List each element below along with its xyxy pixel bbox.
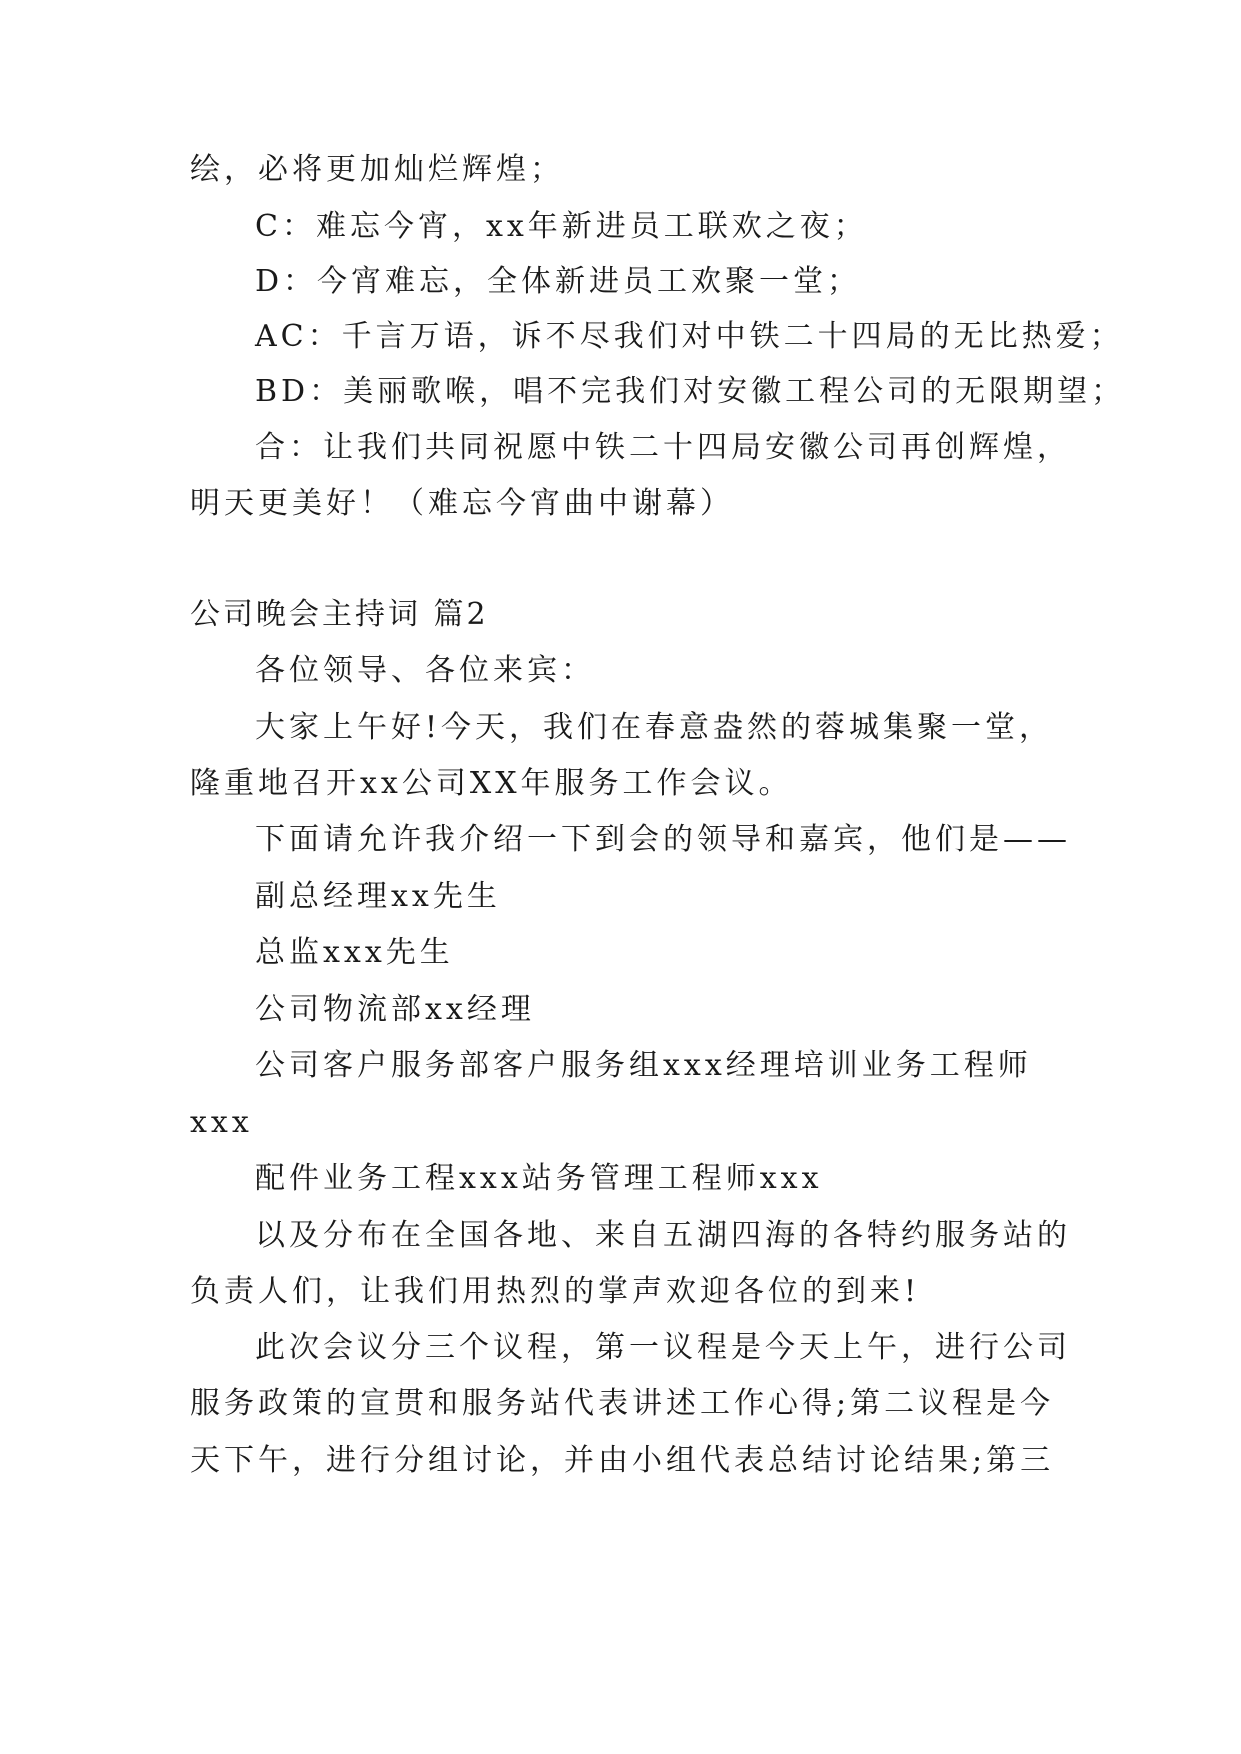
- text-line: 隆重地召开xx公司XX年服务工作会议。: [190, 766, 793, 801]
- text-line: 服务政策的宣贯和服务站代表讲述工作心得;第二议程是今: [190, 1386, 1055, 1421]
- text-line: 合：让我们共同祝愿中铁二十四局安徽公司再创辉煌，: [255, 430, 1071, 465]
- section-heading: 公司晚会主持词 篇2: [190, 597, 489, 632]
- text-line: 以及分布在全国各地、来自五湖四海的各特约服务站的: [255, 1218, 1071, 1253]
- text-line: xxx: [190, 1105, 253, 1140]
- text-line: 副总经理xx先生: [255, 879, 501, 914]
- text-line: 下面请允许我介绍一下到会的领导和嘉宾，他们是——: [255, 822, 1071, 857]
- text-line: 总监xxx先生: [255, 935, 454, 970]
- text-line: 负责人们，让我们用热烈的掌声欢迎各位的到来!: [190, 1274, 921, 1309]
- text-line: 公司物流部xx经理: [255, 992, 535, 1027]
- text-line: BD：美丽歌喉，唱不完我们对安徽工程公司的无限期望；: [255, 374, 1126, 409]
- text-line: 各位领导、各位来宾：: [255, 653, 595, 688]
- text-line: C：难忘今宵，xx年新进员工联欢之夜；: [255, 209, 868, 244]
- text-line: D：今宵难忘，全体新进员工欢聚一堂；: [255, 264, 862, 299]
- text-line: 配件业务工程xxx站务管理工程师xxx: [255, 1161, 823, 1196]
- text-line: 大家上午好!今天，我们在春意盎然的蓉城集聚一堂，: [255, 710, 1054, 745]
- text-line: 绘，必将更加灿烂辉煌；: [190, 152, 564, 187]
- text-line: AC：千言万语，诉不尽我们对中铁二十四局的无比热爱；: [255, 319, 1124, 354]
- text-line: 公司客户服务部客户服务组xxx经理培训业务工程师: [255, 1048, 1032, 1083]
- text-line: 此次会议分三个议程，第一议程是今天上午，进行公司: [255, 1330, 1071, 1365]
- text-line: 天下午，进行分组讨论，并由小组代表总结讨论结果;第三: [190, 1443, 1055, 1478]
- text-line: 明天更美好！（难忘今宵曲中谢幕）: [190, 486, 734, 521]
